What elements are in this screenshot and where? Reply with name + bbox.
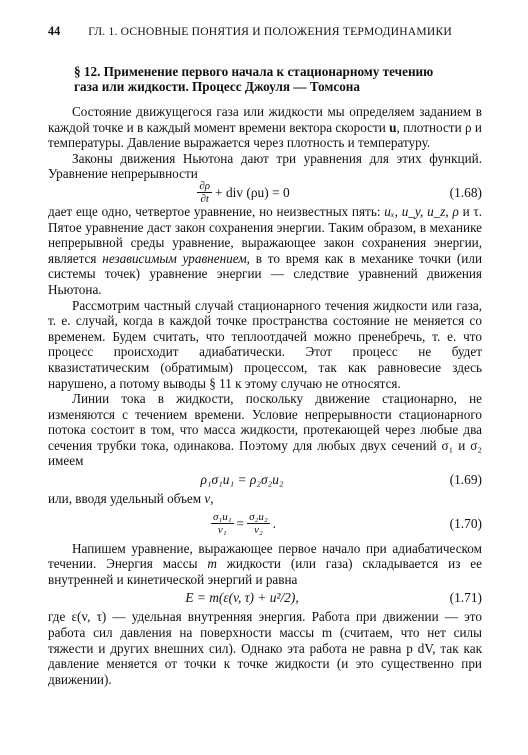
unknown-variables: uₓ, u_y, u_z, ρ	[384, 203, 459, 219]
equation-1-71	[48, 587, 482, 609]
equals-sign: =	[236, 515, 245, 531]
equation-1-69	[48, 469, 482, 491]
equation-number: (1.68)	[449, 184, 482, 200]
equation-1-68-rest: + div (ρu) = 0	[215, 184, 290, 200]
paragraph-5: Линии тока в жидкости, поскольку движение стационарно, не изменяются с течением времени. Условие непрерывности стационарного потока состоит в том, что масса жидкости, протекающей через любые два сечения трубки тока, одинакова. Поэтому для любых двух сечений σ₁ и σ₂ имеем	[48, 391, 482, 469]
running-header	[48, 24, 482, 44]
equation-1-68-formula	[48, 180, 436, 205]
specific-volume-symbol: v	[204, 491, 211, 507]
paragraph-2: Законы движения Ньютона дают три уравнения для этих функций. Уравнение непрерывности	[48, 150, 482, 182]
equation-1-70-formula	[48, 511, 436, 536]
left-numerator: σ₁u₁	[212, 511, 232, 524]
left-fraction	[211, 511, 234, 536]
paragraph-1-text: Состояние движущегося газа или жидкости мы определяем заданием в каждой точке и в каждый момент времени вектора скорости	[48, 104, 482, 135]
equation-1-70	[48, 507, 482, 541]
paragraph-3	[48, 204, 482, 298]
equation-number: (1.70)	[449, 515, 482, 531]
fraction-denominator: ∂t	[200, 193, 209, 206]
mass-symbol: m	[207, 556, 217, 572]
section-title	[48, 64, 482, 94]
paragraph-1	[48, 104, 482, 151]
running-title: ГЛ. 1. ОСНОВНЫЕ ПОНЯТИЯ И ПОЛОЖЕНИЯ ТЕРМОДИНАМИКИ	[88, 25, 452, 38]
left-denominator: v₁	[217, 524, 227, 537]
equation-number: (1.69)	[449, 472, 482, 488]
paragraph-6-text: или, вводя удельный объем	[48, 491, 205, 507]
equation-1-68	[48, 182, 482, 204]
paragraph-6-text-end: ,	[210, 491, 214, 507]
paragraph-8: где ε(v, τ) — удельная внутренняя энергия. Работа при движении — это работа сил давления на поверхности массы m (считаем, что нет силы тяжести и других внешних сил). Однако эта работа не равна p dV, так как давление меняется от точки к точке жидкости (и это существенно при движении).	[48, 609, 482, 687]
equation-period: .	[272, 515, 277, 531]
fraction-numerator: ∂ρ	[199, 180, 211, 193]
paragraph-6	[48, 491, 482, 507]
emphasized-term: независимым уравнением	[102, 250, 247, 266]
paragraph-7-text: Напишем уравнение, выражающее первое начало при адиабатическом течении. Энергия массы	[48, 540, 482, 572]
right-fraction	[247, 511, 270, 536]
page-number: 44	[48, 24, 61, 38]
partial-derivative-fraction	[197, 180, 212, 205]
equation-1-71-formula: E = m(ε(v, τ) + u²/2),	[185, 590, 299, 606]
paragraph-3-text-mid: и τ. Пятое уравнение даст закон сохранения энергии. Таким образом, в механике непрерывной среды уравнение, выражающее закон сохранения энергии, является	[48, 203, 483, 266]
paragraph-3-text-end: , в то время как в механике точки (или системы точек) уравнение энергии — следствие уравнений движения Ньютона.	[48, 250, 482, 297]
paragraph-4: Рассмотрим частный случай стационарного течения жидкости или газа, т. е. случай, когда в каждой точке пространства состояние не меняется со временем. Будем считать, что теплоотдачей можно пренебречь, т. е. что процесс происходит адиабатически. Этот процесс не будет квазистатическим (обратимым) процессом, так как равновесие здесь нарушено, а потому выводы § 11 к этому случаю не относятся.	[48, 297, 482, 391]
paragraph-3-text: дает еще одно, четвертое уравнение, но неизвестных пять:	[48, 203, 385, 219]
section-title-line2: газа или жидкости. Процесс Джоуля — Томсона	[74, 79, 360, 94]
right-numerator: σ₂u₂	[249, 511, 268, 524]
right-denominator: v₂	[254, 524, 263, 537]
equation-1-69-formula: ρ₁σ₁u₁ = ρ₂σ₂u₂	[200, 472, 284, 488]
paragraph-1-text-end: , плотности ρ и температуры. Давление выражается через плотность и температуру.	[48, 119, 482, 151]
paragraph-7	[48, 541, 482, 588]
velocity-symbol: u	[389, 119, 397, 135]
section-title-line1: § 12. Применение первого начала к стационарному течению	[74, 64, 434, 79]
paragraph-7-text-end: жидкости (или газа) складывается из ее внутренней и кинетической энергий и равна	[48, 556, 482, 587]
equation-number: (1.71)	[449, 590, 482, 606]
